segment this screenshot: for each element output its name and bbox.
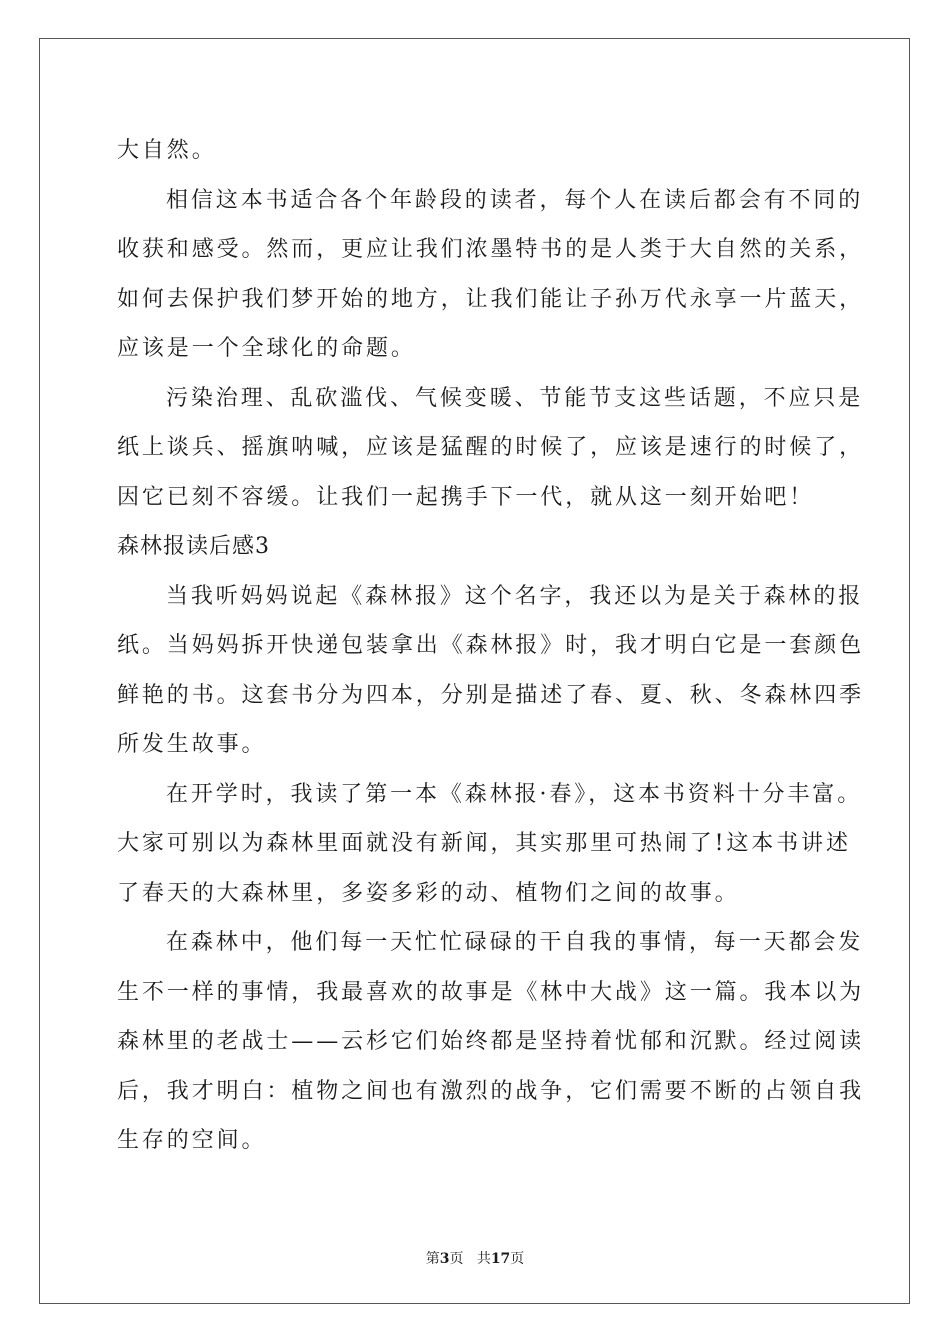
text-line: 生存的空间。 xyxy=(117,1128,267,1153)
footer-page-prefix: 第 xyxy=(425,1251,440,1267)
text-line: 在开学时，我读了第一本《森林报·春》，这本书资料十分丰富。 xyxy=(166,781,863,807)
section-heading: 森林报读后感3 xyxy=(117,534,270,559)
text-line: 如何去保护我们梦开始的地方，让我们能让子孙万代永享一片蓝天， xyxy=(117,286,865,312)
footer-total-prefix: 共 xyxy=(476,1251,491,1267)
text-line: 应该是一个全球化的命题。 xyxy=(117,336,416,361)
text-line: 所发生故事。 xyxy=(117,732,267,757)
text-line: 森林里的老战士——云杉它们始终都是坚持着忧郁和沉默。经过阅读 xyxy=(117,1029,865,1054)
text-line: 生不一样的事情，我最喜欢的故事是《林中大战》这一篇。我本以为 xyxy=(117,979,865,1005)
text-line: 大家可别以为森林里面就没有新闻，其实那里可热闹了!这本书讲述 xyxy=(117,831,851,856)
footer-page-suffix: 页 xyxy=(449,1251,464,1267)
footer-page-current: 3 xyxy=(439,1251,450,1267)
text-line: 后，我才明白：植物之间也有激烈的战争，它们需要不断的占领自我 xyxy=(117,1078,865,1104)
text-line: 大自然。 xyxy=(117,138,217,163)
footer-page-total: 17 xyxy=(490,1251,511,1267)
text-line: 鲜艳的书。这套书分为四本，分别是描述了春、夏、秋、冬森林四季 xyxy=(117,682,865,708)
document-body xyxy=(117,126,865,1166)
text-line: 纸。当妈妈拆开快递包装拿出《森林报》时，我才明白它是一套颜色 xyxy=(117,633,865,658)
text-line: 污染治理、乱砍滥伐、气候变暖、节能节支这些话题，不应只是 xyxy=(166,385,864,411)
text-line: 收获和感受。然而，更应让我们浓墨特书的是人类于大自然的关系， xyxy=(117,237,865,262)
text-line: 纸上谈兵、摇旗呐喊，应该是猛醒的时候了，应该是速行的时候了， xyxy=(117,435,865,460)
text-line: 在森林中，他们每一天忙忙碌碌的干自我的事情，每一天都会发 xyxy=(166,930,864,955)
text-line: 因它已刻不容缓。让我们一起携手下一代，就从这一刻开始吧！ xyxy=(117,484,815,510)
text-line: 相信这本书适合各个年龄段的读者，每个人在读后都会有不同的 xyxy=(166,187,864,213)
page-footer xyxy=(0,1248,950,1268)
text-line: 了春天的大森林里，多姿多彩的动、植物们之间的故事。 xyxy=(117,880,740,906)
footer-total-suffix: 页 xyxy=(510,1251,525,1267)
text-line: 当我听妈妈说起《森林报》这个名字，我还以为是关于森林的报 xyxy=(166,583,864,609)
